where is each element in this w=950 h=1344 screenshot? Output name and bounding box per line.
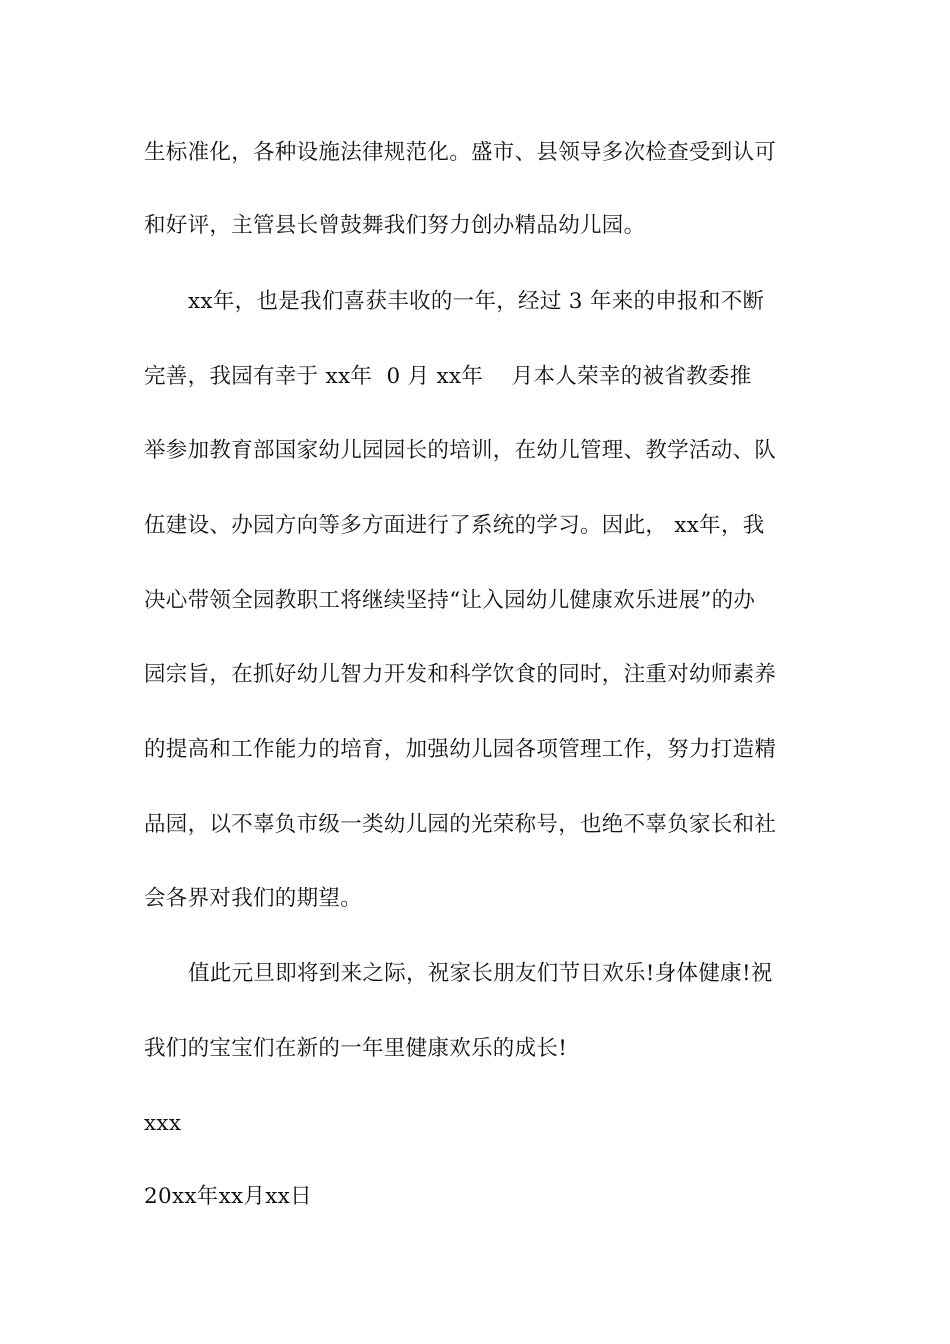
paragraph-line: 园宗旨，在抓好幼儿智力开发和科学饮食的同时，注重对幼师素养 bbox=[144, 662, 777, 687]
paragraph-line: 生标准化，各种设施法律规范化。盛市、县领导多次检查受到认可 bbox=[144, 140, 777, 165]
paragraph-line: 品园，以不辜负市级一类幼儿园的光荣称号，也绝不辜负家长和社 bbox=[144, 812, 777, 837]
paragraph-line: 举参加教育部国家幼儿园园长的培训，在幼儿管理、教学活动、队 bbox=[144, 438, 777, 463]
paragraph-line: xx年，也是我们喜获丰收的一年，经过 3 年来的申报和不断 bbox=[188, 289, 765, 314]
paragraph-line: 的提高和工作能力的培育，加强幼儿园各项管理工作，努力打造精 bbox=[144, 737, 777, 762]
paragraph-line: 和好评，主管县长曾鼓舞我们努力创办精品幼儿园。 bbox=[144, 213, 646, 238]
paragraph-line: 会各界对我们的期望。 bbox=[144, 886, 363, 911]
paragraph-line: 完善，我园有幸于 xx年 0 月 xx年 月本人荣幸的被省教委推 bbox=[144, 364, 752, 389]
date: 20xx年xx月xx日 bbox=[144, 1184, 312, 1209]
paragraph-line: 我们的宝宝们在新的一年里健康欢乐的成长! bbox=[144, 1036, 568, 1061]
paragraph-line: 伍建设、办园方向等多方面进行了系统的学习。因此， xx年，我 bbox=[144, 513, 765, 538]
paragraph-line: 决心带领全园教职工将继续坚持“让入园幼儿健康欢乐进展”的办 bbox=[144, 588, 756, 613]
paragraph-line: 值此元旦即将到来之际，祝家长朋友们节日欢乐!身体健康!祝 bbox=[188, 961, 773, 986]
signature: xxx bbox=[144, 1111, 182, 1136]
